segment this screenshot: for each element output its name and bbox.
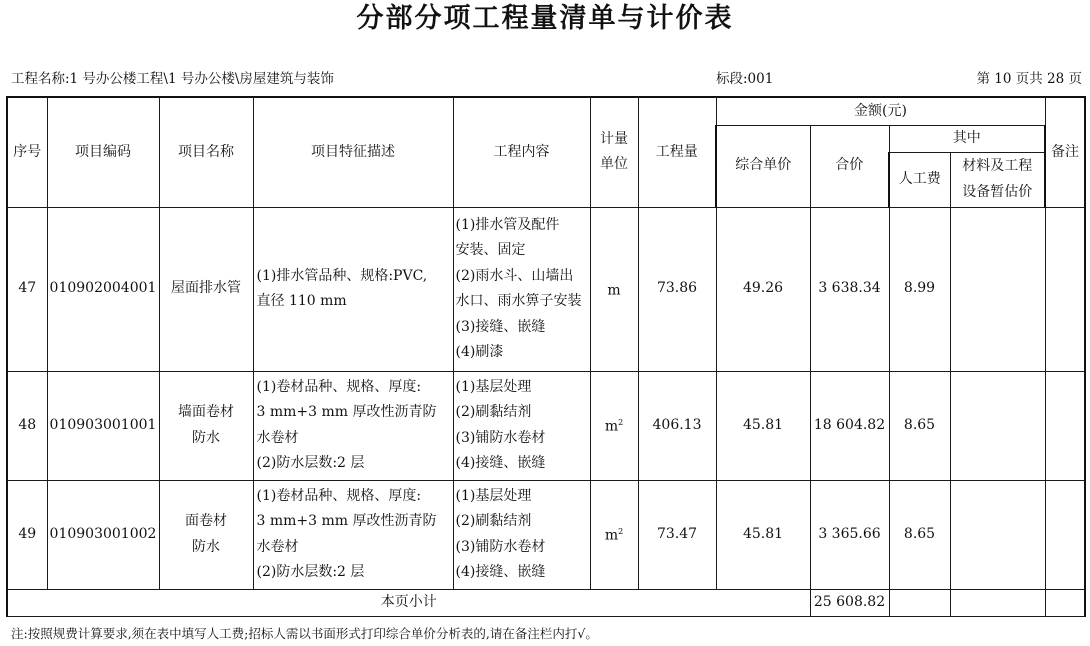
cell-features: (1)卷材品种、规格、厚度: 3 mm+3 mm 厚改性沥青防 水卷材 (2)防水层数:2 层 xyxy=(253,371,453,480)
cell-work: (1)基层处理 (2)刷黏结剂 (3)铺防水卷材 (4)接缝、嵌缝 xyxy=(453,371,590,480)
cell-total: 3 638.34 xyxy=(810,207,889,371)
cell-material xyxy=(950,207,1045,371)
subtotal-total: 25 608.82 xyxy=(810,589,889,616)
cell-code: 010902004001 xyxy=(47,207,159,371)
cell-remark xyxy=(1045,480,1085,589)
cell-material xyxy=(950,371,1045,480)
cell-unit-price: 49.26 xyxy=(716,207,810,371)
header-labor: 人工费 xyxy=(889,152,950,207)
subtotal-labor xyxy=(889,589,950,616)
header-seq: 序号 xyxy=(7,97,47,207)
subtotal-remark xyxy=(1045,589,1085,616)
header-quantity: 工程量 xyxy=(638,97,716,207)
cell-material xyxy=(950,480,1045,589)
header-total: 合价 xyxy=(810,125,889,207)
cell-work: (1)排水管及配件 安装、固定 (2)雨水斗、山墙出 水口、雨水箅子安装 (3)接缝、嵌缝 (4)刷漆 xyxy=(453,207,590,371)
header-unit-price: 综合单价 xyxy=(716,125,810,207)
cell-unit-price: 45.81 xyxy=(716,480,810,589)
table-row xyxy=(7,207,1085,371)
cell-unit: $m^2$ xyxy=(590,480,638,589)
cell-total: 18 604.82 xyxy=(810,371,889,480)
cell-work: (1)基层处理 (2)刷黏结剂 (3)铺防水卷材 (4)接缝、嵌缝 xyxy=(453,480,590,589)
header-code: 项目编码 xyxy=(47,97,159,207)
cell-labor: 8.99 xyxy=(889,207,950,371)
subtotal-row xyxy=(7,589,1085,616)
header-work: 工程内容 xyxy=(453,97,590,207)
header-material: 材料及工程 设备暂估价 xyxy=(950,152,1045,207)
subtotal-material xyxy=(950,589,1045,616)
header-amount: 金额(元) xyxy=(716,97,1045,125)
header-unit: 计量 单位 xyxy=(590,97,638,207)
footnote: 注:按照规费计算要求,须在表中填写人工费;招标人需以书面形式打印综合单价分析表的,请在备注栏内打√。 xyxy=(11,626,598,641)
cell-unit: $m^2$ xyxy=(590,371,638,480)
header-features: 项目特征描述 xyxy=(253,97,453,207)
header-remark: 备注 xyxy=(1045,97,1085,207)
cell-features: (1)排水管品种、规格:PVC, 直径 110 mm xyxy=(253,207,453,371)
cell-remark xyxy=(1045,207,1085,371)
cell-seq: 47 xyxy=(7,207,47,371)
cell-name: 屋面排水管 xyxy=(159,207,253,371)
page-title: 分部分项工程量清单与计价表 xyxy=(356,3,734,34)
section-label: 标段:001 xyxy=(716,71,774,87)
cell-unit-price: 45.81 xyxy=(716,371,810,480)
subtotal-label: 本页小计 xyxy=(7,589,810,616)
cell-remark xyxy=(1045,371,1085,480)
table-row xyxy=(7,480,1085,589)
bill-of-quantities-table xyxy=(6,96,1086,617)
project-name: 工程名称:1 号办公楼工程\1 号办公楼\房屋建筑与装饰 xyxy=(11,71,334,87)
cell-code: 010903001002 xyxy=(47,480,159,589)
cell-quantity: 73.86 xyxy=(638,207,716,371)
cell-seq: 48 xyxy=(7,371,47,480)
cell-unit: m xyxy=(590,207,638,371)
cell-code: 010903001001 xyxy=(47,371,159,480)
cell-total: 3 365.66 xyxy=(810,480,889,589)
cell-labor: 8.65 xyxy=(889,480,950,589)
header-name: 项目名称 xyxy=(159,97,253,207)
cell-name: 墙面卷材 防水 xyxy=(159,371,253,480)
cell-labor: 8.65 xyxy=(889,371,950,480)
cell-features: (1)卷材品种、规格、厚度: 3 mm+3 mm 厚改性沥青防 水卷材 (2)防水层数:2 层 xyxy=(253,480,453,589)
header-of-which: 其中 xyxy=(889,125,1045,152)
table-row xyxy=(7,371,1085,480)
cell-quantity: 406.13 xyxy=(638,371,716,480)
cell-name: 面卷材 防水 xyxy=(159,480,253,589)
page-indicator: 第 10 页共 28 页 xyxy=(976,71,1082,87)
cell-quantity: 73.47 xyxy=(638,480,716,589)
cell-seq: 49 xyxy=(7,480,47,589)
